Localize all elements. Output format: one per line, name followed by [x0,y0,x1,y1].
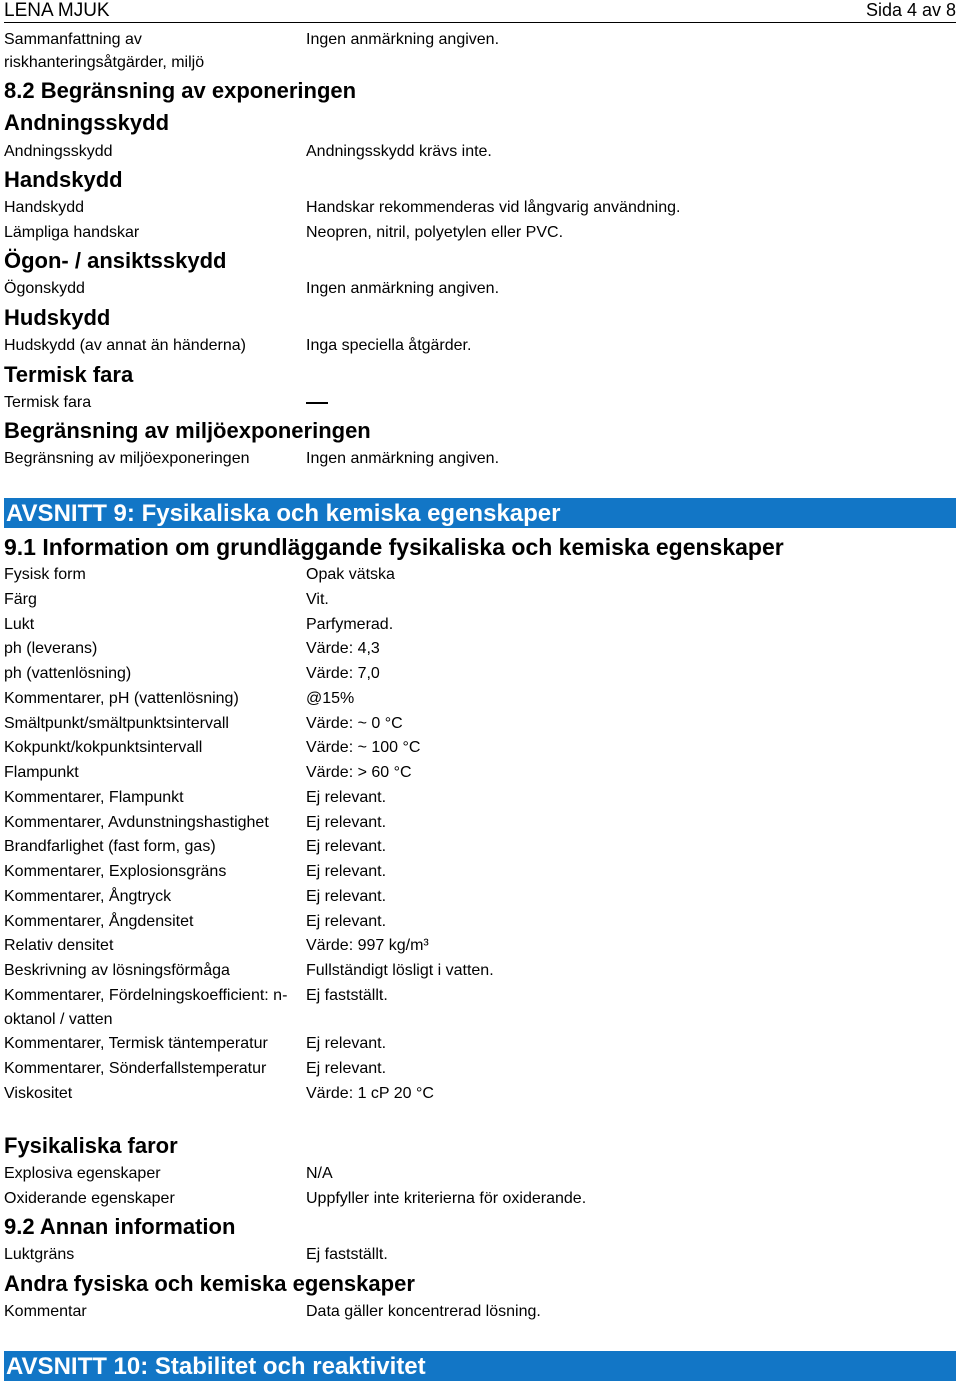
hand-heading: Handskydd [4,167,123,192]
gloves-value: Neopren, nitril, polyetylen eller PVC. [306,224,564,241]
page-header [4,0,956,23]
property-label: Kommentarer, Flampunkt [4,788,184,806]
property-value: Ej relevant. [306,1035,387,1053]
summary-label: Sammanfattning av riskhanteringsåtgärder, miljö [4,31,205,71]
summary-value: Ingen anmärkning angiven. [306,31,500,48]
comment-label: Kommentar [4,1303,87,1320]
comment-value: Data gäller koncentrerad lösning. [306,1303,541,1320]
oxidising-value: Uppfyller inte kriterierna för oxiderande. [306,1190,587,1207]
property-label: Fysisk form [4,566,86,583]
property-value: Ej relevant. [306,1060,387,1077]
property-value: Parfymerad. [306,615,394,633]
property-label: Kommentarer, Sönderfallstemperatur [4,1060,267,1077]
property-value: Ej relevant. [306,788,387,806]
property-label: Kommentarer, Termisk täntemperatur [4,1035,268,1053]
property-value: Ej fastställt. [306,986,388,1004]
property-value: Ej relevant. [306,912,387,930]
odour-label: Luktgräns [4,1246,75,1263]
property-value: Ej relevant. [306,887,387,905]
hand-label: Handskydd [4,199,85,216]
env-label: Begränsning av miljöexponeringen [4,450,250,467]
property-value: Opak vätska [306,566,395,583]
property-label: ph (leverans) [4,640,98,658]
em-dash [306,402,328,404]
property-label: Viskositet [4,1084,73,1102]
property-label: Kommentarer, Explosionsgräns [4,863,227,880]
property-label: Beskrivning av lösningsförmåga [4,962,230,979]
property-label: Kommentarer, pH (vattenlösning) [4,689,239,707]
gloves-label: Lämpliga handskar [4,224,140,241]
property-label: ph (vattenlösning) [4,665,132,682]
property-value: Vit. [306,590,329,608]
property-value: Värde: 997 kg/m³ [306,937,429,955]
physical-hazards-heading: Fysikaliska faror [4,1133,178,1158]
property-value: Värde: 7,0 [306,665,380,682]
skin-label: Hudskydd (av annat än händerna) [4,337,246,354]
property-label: Kommentarer, Ångtryck [4,887,172,905]
product-name: LENA MJUK [4,0,110,21]
thermal-label: Termisk fara [4,394,92,411]
summary-row [4,28,956,76]
env-value: Ingen anmärkning angiven. [306,450,500,467]
property-value: Ej relevant. [306,838,387,856]
property-value: Värde: > 60 °C [306,764,412,781]
section-9-2-heading: 9.2 Annan information [4,1214,236,1239]
eye-heading: Ögon- / ansiktsskydd [4,248,227,273]
property-label: Kommentarer, Avdunstningshastighet [4,813,269,831]
property-label: Kommentarer, Fördelningskoefficient: n-oktanol / vatten [4,986,288,1028]
thermal-heading: Termisk fara [4,362,134,387]
section-9-band: AVSNITT 9: Fysikaliska och kemiska egenskaper [4,498,956,528]
property-value: Värde: ~ 100 °C [306,739,421,757]
property-label: Relativ densitet [4,937,114,955]
property-value: Ej relevant. [306,813,387,831]
respiratory-label: Andningsskydd [4,143,113,160]
property-label: Kokpunkt/kokpunktsintervall [4,739,203,757]
respiratory-value: Andningsskydd krävs inte. [306,143,492,160]
property-value: @15% [306,689,355,707]
eye-label: Ögonskydd [4,280,85,297]
property-label: Kommentarer, Ångdensitet [4,912,194,930]
page-number: Sida 4 av 8 [865,0,956,20]
exposure-heading: 8.2 Begränsning av exponeringen [4,78,357,103]
property-value: Ej relevant. [306,863,387,880]
section-9-1-heading: 9.1 Information om grundläggande fysikaliska och kemiska egenskaper [4,534,784,560]
skin-value: Inga speciella åtgärder. [306,337,472,354]
skin-heading: Hudskydd [4,305,111,330]
thermal-value [306,391,956,415]
eye-value: Ingen anmärkning angiven. [306,280,500,297]
explosive-label: Explosiva egenskaper [4,1165,161,1182]
explosive-value: N/A [306,1165,333,1182]
property-value: Värde: ~ 0 °C [306,714,403,732]
hand-value: Handskar rekommenderas vid långvarig användning. [306,199,681,216]
property-value: Värde: 4,3 [306,640,380,658]
property-label: Brandfarlighet (fast form, gas) [4,838,216,856]
respiratory-heading: Andningsskydd [4,110,170,135]
section-10-band: AVSNITT 10: Stabilitet och reaktivitet [4,1351,956,1381]
oxidising-label: Oxiderande egenskaper [4,1190,175,1207]
env-heading: Begränsning av miljöexponeringen [4,418,371,443]
property-label: Lukt [4,615,35,633]
property-label: Färg [4,590,37,608]
other-properties-heading: Andra fysiska och kemiska egenskaper [4,1271,415,1296]
property-label: Smältpunkt/smältpunktsintervall [4,714,229,732]
property-label: Flampunkt [4,764,79,781]
property-value: Fullständigt lösligt i vatten. [306,962,494,979]
property-value: Värde: 1 cP 20 °C [306,1084,434,1102]
odour-value: Ej fastställt. [306,1246,388,1263]
